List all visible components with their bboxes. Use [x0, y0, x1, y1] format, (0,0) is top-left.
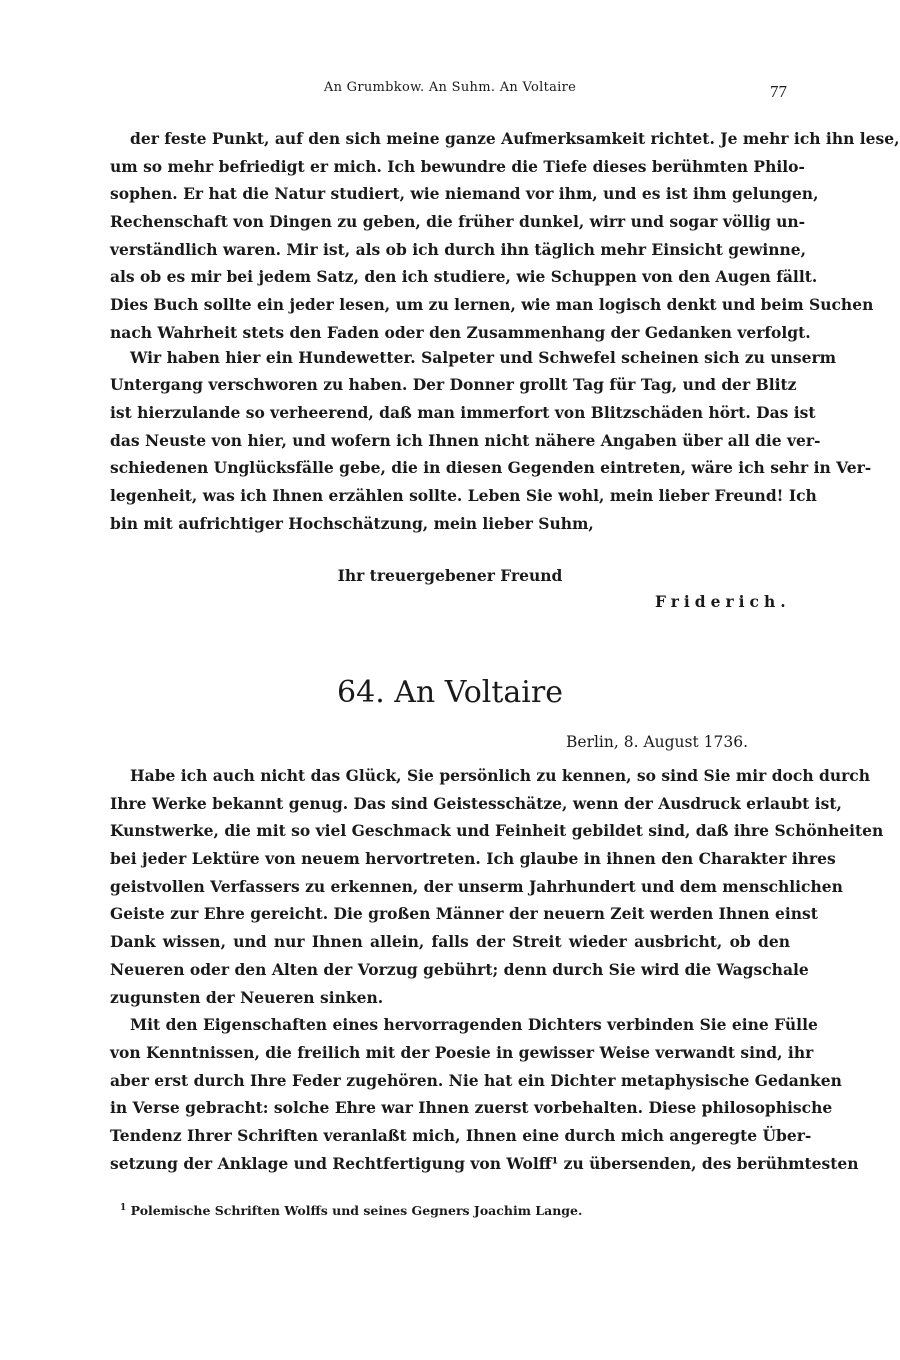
letter-heading: 64. An Voltaire — [337, 675, 563, 710]
text-line: zugunsten der Neueren sinken. — [110, 987, 384, 1007]
footnote — [120, 1203, 582, 1218]
paragraph — [110, 762, 884, 1011]
text-line: legenheit, was ich Ihnen erzählen sollte. Leben Sie wohl, mein lieber Freund! Ich — [110, 485, 817, 505]
letter-body-before — [110, 125, 900, 537]
text-line: bei jeder Lektüre von neuem hervortreten. Ich glaube in ihnen den Charakter ihres — [110, 849, 836, 869]
footnote-marker: 1 — [120, 1203, 127, 1213]
text-line: als ob es mir bei jedem Satz, den ich studiere, wie Schuppen von den Augen fällt. — [110, 267, 818, 287]
signature: Friderich. — [655, 592, 791, 611]
closing-formula: Ihr treuergebener Freund — [337, 566, 563, 585]
text-line: nach Wahrheit stets den Faden oder den Zusammenhang der Gedanken verfolgt. — [110, 322, 811, 342]
letter-body-after — [110, 762, 884, 1177]
text-line: Tendenz Ihrer Schriften veranlaßt mich, Ihnen eine durch mich angeregte Über- — [110, 1125, 812, 1145]
text-line: von Kenntnissen, die freilich mit der Poesie in gewisser Weise verwandt sind, ihr — [110, 1042, 814, 1062]
text-line: setzung der Anklage und Rechtfertigung von Wolff¹ zu übersenden, des berühmtesten — [110, 1153, 859, 1173]
page-number: 77 — [770, 82, 787, 101]
paragraph — [110, 125, 900, 347]
text-line: sophen. Er hat die Natur studiert, wie niemand vor ihm, und es ist ihm gelungen, — [110, 184, 819, 204]
text-line: bin mit aufrichtiger Hochschätzung, mein lieber Suhm, — [110, 513, 594, 533]
text-line: um so mehr befriedigt er mich. Ich bewundre die Tiefe dieses berühmten Philo- — [110, 156, 805, 176]
text-line: Wir haben hier ein Hundewetter. Salpeter und Schwefel scheinen sich zu unserm — [130, 347, 837, 367]
text-line: aber erst durch Ihre Feder zugehören. Nie hat ein Dichter metaphysische Gedanken — [110, 1070, 842, 1090]
text-line: Dies Buch sollte ein jeder lesen, um zu lernen, wie man logisch denkt und beim Suchen — [110, 295, 874, 315]
footnote-text: Polemische Schriften Wolffs und seines Gegners Joachim Lange. — [130, 1203, 583, 1219]
text-line: der feste Punkt, auf den sich meine ganze Aufmerksamkeit richtet. Je mehr ich ihn lese, — [130, 129, 900, 148]
text-line: geistvollen Verfassers zu erkennen, der unserm Jahrhundert und dem menschlichen — [110, 876, 843, 896]
text-line: in Verse gebracht: solche Ehre war Ihnen zuerst vorbehalten. Diese philosophische — [110, 1098, 833, 1118]
text-line: Neueren oder den Alten der Vorzug gebührt; denn durch Sie wird die Wagschale — [110, 959, 809, 979]
text-line: Kunstwerke, die mit so viel Geschmack und Feinheit gebildet sind, daß ihre Schönheiten — [110, 821, 884, 841]
text-line: Rechenschaft von Dingen zu geben, die früher dunkel, wirr und sogar völlig un- — [110, 212, 806, 232]
text-line: schiedenen Unglücksfälle gebe, die in diesen Gegenden eintreten, wäre ich sehr in Ver- — [110, 458, 872, 478]
text-line: Mit den Eigenschaften eines hervorragenden Dichters verbinden Sie eine Fülle — [130, 1015, 818, 1035]
running-head: An Grumbkow. An Suhm. An Voltaire — [323, 80, 577, 95]
dateline: Berlin, 8. August 1736. — [566, 733, 749, 751]
text-line: das Neuste von hier, und wofern ich Ihnen nicht nähere Angaben über all die ver- — [110, 430, 821, 450]
text-line: Untergang verschworen zu haben. Der Donner grollt Tag für Tag, und der Blitz — [110, 375, 797, 395]
paragraph — [110, 1011, 859, 1177]
text-line: ist hierzulande so verheerend, daß man immerfort von Blitzschäden hört. Das ist — [110, 402, 816, 422]
text-line: Geiste zur Ehre gereicht. Die großen Männer der neuern Zeit werden Ihnen einst — [110, 904, 818, 924]
text-line: Ihre Werke bekannt genug. Das sind Geistesschätze, wenn der Ausdruck erlaubt ist, — [110, 793, 842, 813]
paragraph — [110, 344, 872, 538]
text-line: verständlich waren. Mir ist, als ob ich durch ihn täglich mehr Einsicht gewinne, — [110, 239, 807, 259]
text-line: Habe ich auch nicht das Glück, Sie persönlich zu kennen, so sind Sie mir doch durch — [130, 766, 870, 785]
text-line: Dank wissen, und nur Ihnen allein, falls der Streit wieder ausbricht, ob den — [110, 932, 790, 952]
